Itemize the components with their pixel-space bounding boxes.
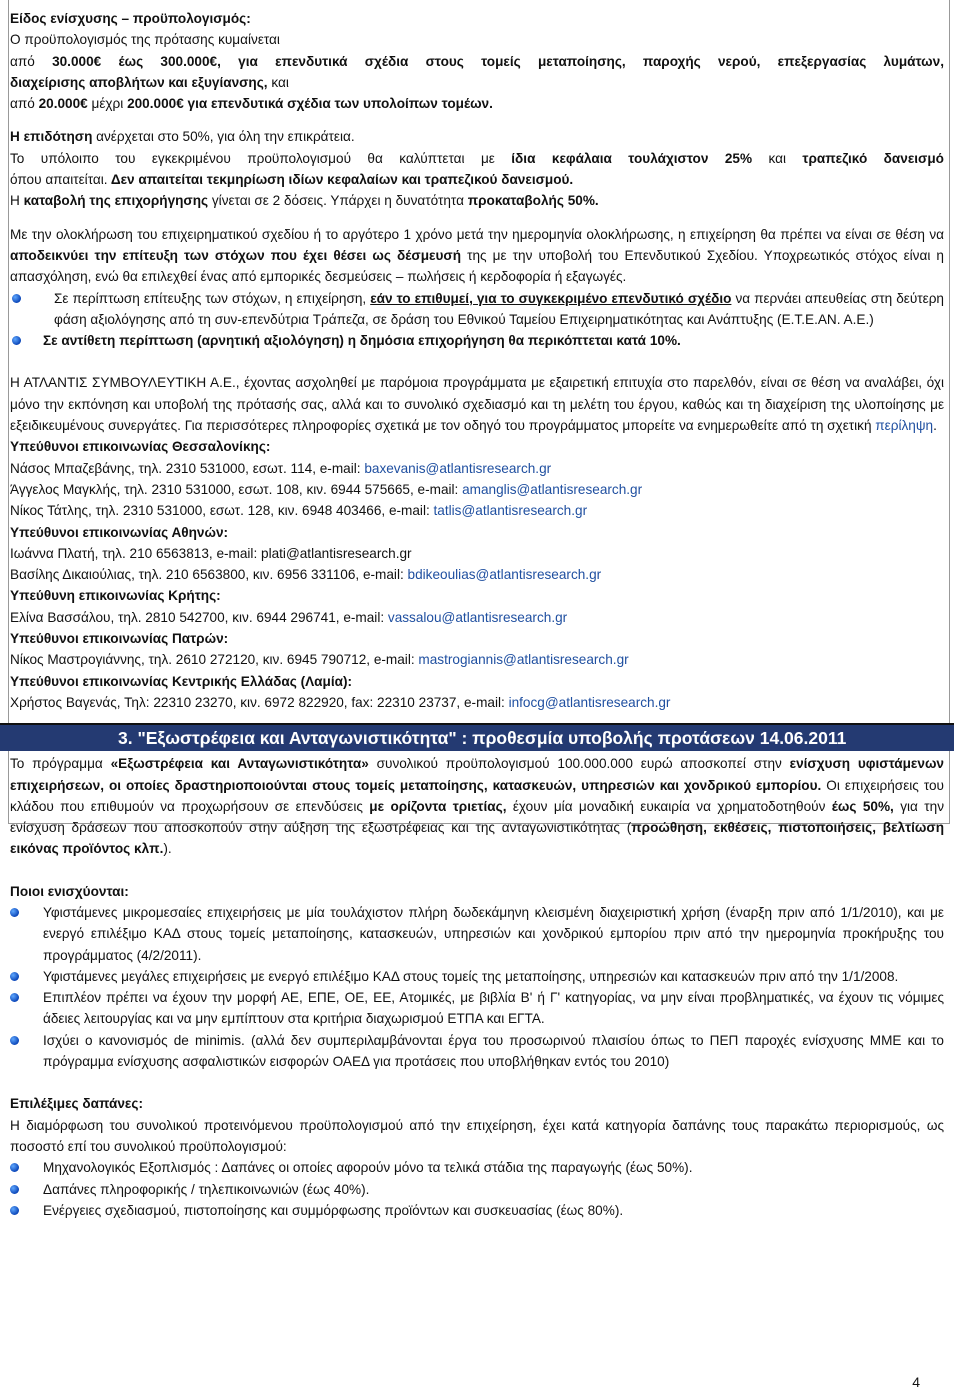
document-page bbox=[10, 8, 944, 1221]
email-link[interactable]: mastrogiannis@atlantisresearch.gr bbox=[418, 652, 629, 668]
eligible-item: Υφιστάμενες μεγάλες επιχειρήσεις με ενεργό επιλέξιμο ΚΑΔ στους τομείς της μεταποίησης, υπηρεσιών και κατασκευών πριν από την 1/1/2008. bbox=[10, 966, 944, 987]
contact-line: Άγγελος Μαγκλής, τηλ. 2310 531000, εσωτ. 108, κιν. 6944 575665, e-mail: amanglis@atlantisresearch.gr bbox=[10, 481, 643, 497]
bullet-icon bbox=[10, 1036, 19, 1045]
budget-line-4: από 20.000€ μέχρι 200.000€ για επενδυτικά σχέδια των υπολοίπων τομέων. bbox=[10, 96, 493, 112]
page-number: 4 bbox=[912, 1374, 920, 1390]
contact-region-heading: Υπεύθυνοι επικοινωνίας Αθηνών: bbox=[10, 524, 229, 540]
email-link[interactable]: baxevanis@atlantisresearch.gr bbox=[364, 460, 552, 476]
bullet-icon bbox=[10, 1163, 19, 1172]
bullet-icon bbox=[10, 1185, 19, 1194]
email-link[interactable]: infocg@atlantisresearch.gr bbox=[508, 694, 671, 710]
bullet-icon bbox=[12, 336, 21, 345]
funding-heading: Είδος ενίσχυσης – προϋπολογισμός: bbox=[10, 11, 251, 26]
bullet-icon bbox=[10, 972, 19, 981]
contact-line: Ελίνα Βασσάλου, τηλ. 2810 542700, κιν. 6944 296741, e-mail: vassalou@atlantisresearch.gr bbox=[10, 609, 568, 625]
contacts-list bbox=[10, 436, 944, 713]
atlantis-paragraph: Η ΑΤΛΑΝΤΙΣ ΣΥΜΒΟΥΛΕΥΤΙΚΗ Α.Ε., έχοντας ασχοληθεί με παρόμοια προγράμματα με εξαιρετική επιτυχία στο παρελθόν, είναι σε θέση να αναλάβει, όχι μόνο την εκπόνηση και υποβολή της πρότασής σας, αλλά και το συνολικό σχεδιασμό και τη μελέτη του έργου, καθώς και τη διαχείριση της υλοποίησης με εξειδικευμένους συνεργάτες. Για περισσότερες πληροφορίες σχετικά με τον οδηγό του προγράμματος μπορείτε να ενημερωθείτε από τη σχετική περίληψη. bbox=[10, 375, 944, 434]
subsidy-line: Η επιδότηση ανέρχεται στο 50%, για όλη την επικράτεια. bbox=[10, 129, 355, 145]
bullet-icon bbox=[10, 908, 19, 917]
own-funds-line: Το υπόλοιπο του εγκεκριμένου προϋπολογισμού θα καλύπτεται με ίδια κεφάλαια τουλάχιστον 25% και τραπεζικό δανεισμό bbox=[10, 150, 944, 166]
bullet-icon bbox=[10, 1206, 19, 1215]
budget-line-1: Ο προϋπολογισμός της πρότασης κυμαίνεται bbox=[10, 32, 280, 48]
who-heading: Ποιοι ενισχύονται: bbox=[10, 883, 129, 899]
bullet-failure: Σε αντίθετη περίπτωση (αρνητική αξιολόγηση) η δημόσια επιχορήγηση θα περικόπτεται κατά 10%. bbox=[10, 330, 944, 351]
contact-region-heading: Υπεύθυνοι επικοινωνίας Κεντρικής Ελλάδας (Λαμία): bbox=[10, 673, 353, 689]
expenses-intro: Η διαμόρφωση του συνολικού προτεινόμενου προϋπολογισμού από την επιχείρηση, έχει κατά κατηγορία δαπάνης τους παρακάτω περιορισμούς, ως ποσοστό επί του συνολικού προϋπολογισμού: bbox=[10, 1117, 944, 1154]
bullet-icon bbox=[12, 294, 21, 303]
expense-item: Ενέργειες σχεδιασμού, πιστοποίησης και συμμόρφωσης προϊόντων και συσκευασίας (έως 80%). bbox=[10, 1200, 944, 1221]
eligible-item: Επιπλέον πρέπει να έχουν την μορφή ΑΕ, ΕΠΕ, ΟΕ, ΕΕ, Ατομικές, με βιβλία Β' ή Γ' κατηγορίας, να μην είναι προβληματικές, να έχουν τις νόμιμες άδειες λειτουργίας και να μην εμπίπτουν στα κριτήρια διαχωρισμού ΕΤΠΑ και ΕΓΤΑ. bbox=[10, 987, 944, 1030]
contact-region-heading: Υπεύθυνοι επικοινωνίας Θεσσαλονίκης: bbox=[10, 439, 271, 455]
budget-line-3: διαχείρισης αποβλήτων και εξυγίανσης, και bbox=[10, 74, 289, 90]
contact-line: Νίκος Μαστρογιάννης, τηλ. 2610 272120, κιν. 6945 790712, e-mail: mastrogiannis@atlantisresearch.gr bbox=[10, 652, 629, 668]
bullet-success: Σε περίπτωση επίτευξης των στόχων, η επιχείρηση, εάν το επιθυμεί, για το συγκεκριμένο επενδυτικό σχέδιο να περνάει απευθείας στη δεύτερη φάση αξιολόγησης από τη συν-επενδύτρια Τράπεζα, σε δράση του Εθνικού Ταμείου Επιχειρηματικότητας και Ανάπτυξης (Ε.Τ.Ε.ΑΝ. Α.Ε.) bbox=[10, 288, 944, 331]
program-paragraph: Το πρόγραμμα «Εξωστρέφεια και Ανταγωνιστικότητα» συνολικού προϋπολογισμού 100.000.000 ευρώ αποσκοπεί στην ενίσχυση υφιστάμενων επιχειρήσεων, οι οποίες δραστηριοποιούνται στους τομείς μεταποίησης, κατασκευών, υπηρεσιών και χονδρικού εμπορίου. Οι επιχειρήσεις του κλάδου που επιθυμούν να προχωρήσουν σε επενδύσεις με ορίζοντα τριετίας, έχουν μία μοναδική ευκαιρία να χρηματοδοτηθούν έως 50%, για την ενίσχυση δράσεων που αποσκοπούν στην αύξηση της εξωστρέφειας και της ανταγωνιστικότητας (προώθηση, εκθέσεις, πιστοποιήσεις, βελτίωση εικόνας προϊόντος κλπ.). bbox=[10, 756, 945, 857]
contact-line: Χρήστος Βαγενάς, Τηλ: 22310 23270, κιν. 6972 822920, fax: 22310 23737, e-mail: infocg@atlantisresearch.gr bbox=[10, 694, 671, 710]
who-list bbox=[10, 902, 944, 1072]
contact-line: Νίκος Τάτλης, τηλ. 2310 531000, εσωτ. 128, κιν. 6948 403466, e-mail: tatlis@atlantisresearch.gr bbox=[10, 503, 588, 519]
expense-item: Μηχανολογικός Εξοπλισμός : Δαπάνες οι οποίες αφορούν μόνο τα τελικά στάδια της παραγωγής (έως 50%). bbox=[10, 1157, 944, 1178]
expenses-heading: Επιλέξιμες δαπάνες: bbox=[10, 1096, 143, 1112]
email-link[interactable]: vassalou@atlantisresearch.gr bbox=[387, 609, 568, 625]
contact-region-heading: Υπεύθυνοι επικοινωνίας Πατρών: bbox=[10, 631, 229, 647]
contact-line: Νάσος Μπαζεβάνης, τηλ. 2310 531000, εσωτ. 114, e-mail: baxevanis@atlantisresearch.gr bbox=[10, 460, 552, 476]
summary-link[interactable]: περίληψη bbox=[875, 418, 934, 434]
email-link[interactable]: bdikeoulias@atlantisresearch.gr bbox=[407, 567, 602, 583]
contact-line: Ιωάννα Πλατή, τηλ. 210 6563813, e-mail: plati@atlantisresearch.gr bbox=[10, 545, 412, 561]
expense-item: Δαπάνες πληροφορικής / τηλεπικοινωνιών (έως 40%). bbox=[10, 1179, 944, 1200]
contact-line: Βασίλης Δικαιούλιας, τηλ. 210 6563800, κιν. 6956 331106, e-mail: bdikeoulias@atlantisresearch.gr bbox=[10, 567, 602, 583]
budget-line-2: από 30.000€ έως 300.000€, για επενδυτικά σχέδια στους τομείς μεταποίησης, παροχής νερού, επεξεργασίας λυμάτων, bbox=[10, 53, 945, 69]
email-link[interactable]: amanglis@atlantisresearch.gr bbox=[462, 481, 643, 497]
eligible-item: Υφιστάμενες μικρομεσαίες επιχειρήσεις με μία τουλάχιστον πλήρη δωδεκάμηνη κλεισμένη διαχειριστική χρήση (έναρξη πριν από 1/1/2010), και με ενεργό επιλέξιμο ΚΑΔ στους τομείς μεταποίησης, κατασκευών, υπηρεσιών και χονδρικού εμπορίου πριν από την ημερομηνία προκήρυξης του προγράμματος (4/2/2011). bbox=[10, 902, 944, 966]
email-link[interactable]: tatlis@atlantisresearch.gr bbox=[433, 503, 588, 519]
contact-region-heading: Υπεύθυνη επικοινωνίας Κρήτης: bbox=[10, 588, 221, 604]
eligible-item: Ισχύει ο κανονισμός de minimis. (αλλά δεν συμπεριλαμβάνονται έργα του προσωρινού πλαισίου όπως το ΠΕΠ παροχές ενίσχυσης ΜΜΕ και το πρόγραμμα ενίσχυσης ασφαλιστικών εισφορών ΟΑΕΔ για προτάσεις που υποβλήθηκαν εντός του 2010) bbox=[10, 1030, 944, 1073]
bullet-icon bbox=[10, 993, 19, 1002]
completion-paragraph: Με την ολοκλήρωση του επιχειρηματικού σχεδίου ή το αργότερο 1 χρόνο μετά την ημερομηνία ολοκλήρωσης, η επιχείρηση θα πρέπει να είναι σε θέση να αποδεικνύει την επίτευξη των στόχων που έχει θέσει ως δέσμευσή της με την υποβολή του Επενδυτικού Σχεδίου. Υποχρεωτικός στόχος είναι η απασχόληση, ενώ θα επιλεχθεί ένας από εμπορικές δεσμεύσεις – πωλήσεις ή κερδοφορία ή εξαγωγές. bbox=[10, 226, 944, 285]
own-funds-line-2: όπου απαιτείται. Δεν απαιτείται τεκμηρίωση ιδίων κεφαλαίων και τραπεζικού δανεισμού. bbox=[10, 172, 574, 188]
payment-line: Η καταβολή της επιχορήγησης γίνεται σε 2 δόσεις. Υπάρχει η δυνατότητα προκαταβολής 50%. bbox=[10, 193, 599, 209]
expenses-list bbox=[10, 1157, 944, 1221]
section-title-bar: 3. "Εξωστρέφεια και Ανταγωνιστικότητα" : προθεσμία υποβολής προτάσεων 14.06.2011 bbox=[0, 723, 954, 751]
